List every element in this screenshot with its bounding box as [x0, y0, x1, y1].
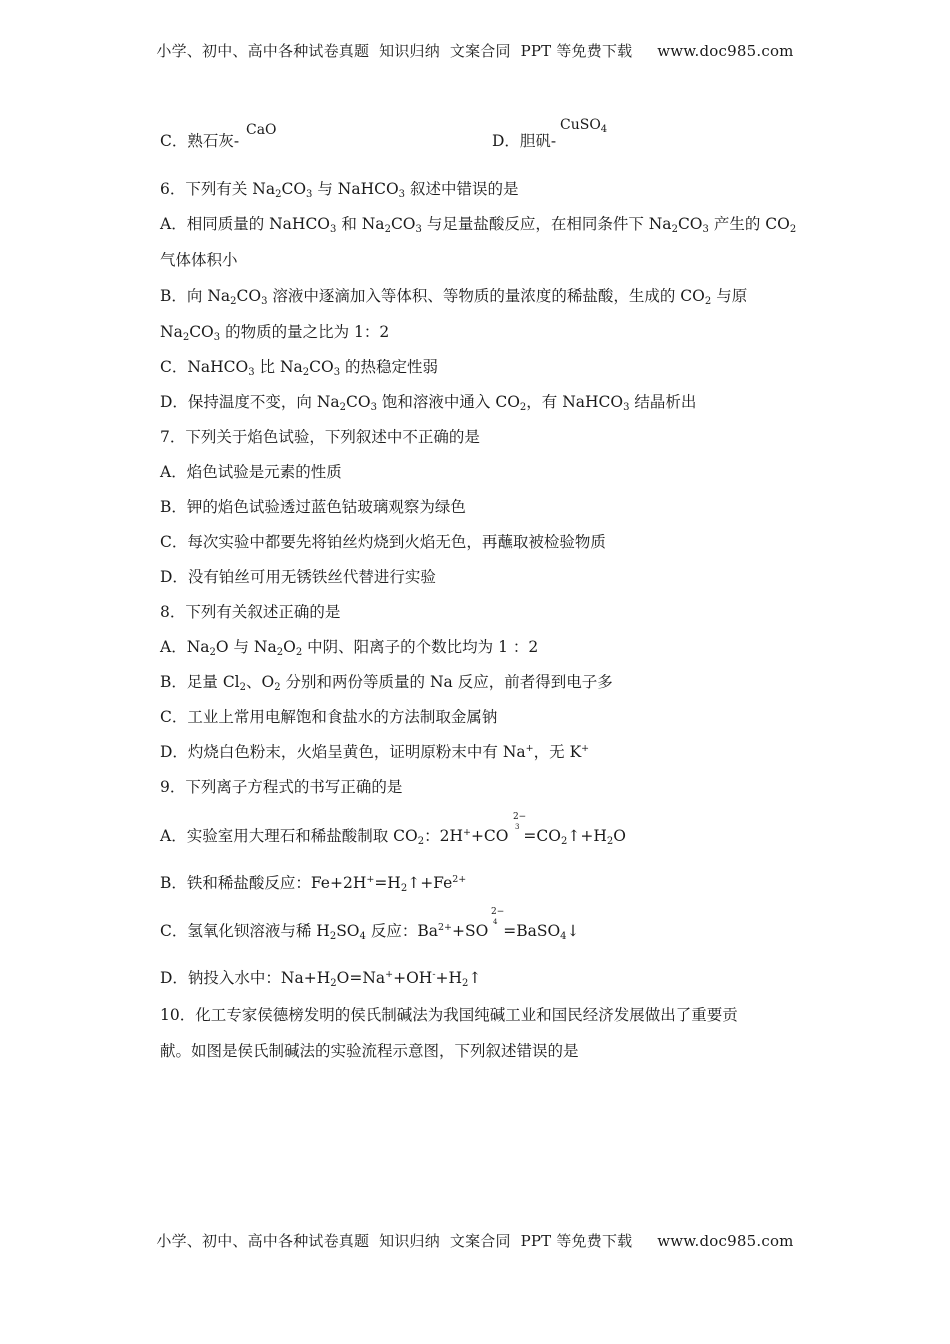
q7-option-b: B．钾的焰色试验透过蓝色钴玻璃观察为绿色 [160, 498, 466, 516]
q5-option-c-formula: CaO [246, 122, 277, 138]
q7-option-d: D．没有铂丝可用无锈铁丝代替进行实验 [160, 568, 436, 586]
q6-option-b-line1: B．向 $Na_2CO_3$ 溶液中逐滴加入等体积、等物质的量浓度的稀盐酸，生成的 $CO_2$ 与原 [160, 287, 748, 307]
q9-option-d: D．钠投入水中：$Na+H_2O=Na^++OH^-+H_2↑$ [160, 969, 482, 989]
q7-option-a: A．焰色试验是元素的性质 [160, 463, 342, 481]
q8-stem: 8．下列有关叙述正确的是 [160, 603, 341, 621]
q6-option-d: D．保持温度不变，向 $Na_2CO_3$ 饱和溶液中通入 $CO_2$，有 NaHCO$_3$ 结晶析出 [160, 393, 697, 413]
q5-option-c-label: C．熟石灰- [160, 132, 240, 150]
q7-option-c: C．每次实验中都要先将铂丝灼烧到火焰无色，再蘸取被检验物质 [160, 533, 606, 551]
q8-option-d: D．灼烧白色粉末，火焰呈黄色，证明原粉末中有 Na+，无 K+ [160, 743, 590, 761]
carbonate-ion: +CO 2− 3 [470, 812, 527, 845]
q6-option-c: C．NaHCO$_3$ 比 $Na_2CO_3$ 的热稳定性弱 [160, 358, 439, 378]
page-footer: 小学、初中、高中各种试卷真题 知识归纳 文案合同 PPT 等免费下载 www.doc985.com [156, 1232, 794, 1250]
q5-option-c [160, 131, 239, 151]
q8-option-b: B．足量 $Cl_2$、$O_2$ 分别和两份等质量的 Na 反应，前者得到电子多 [160, 673, 613, 693]
q9-option-c: C．氢氧化钡溶液与稀 $H_2SO_4$ 反应：$Ba^{2+}+SO$ 2− 4 =BaSO$_4$↓ [160, 907, 580, 942]
q7-stem: 7．下列关于焰色试验，下列叙述中不正确的是 [160, 428, 480, 446]
q8-option-a: A．$Na_2O$ 与 $Na_2O_2$ 中阴、阳离子的个数比均为 1 ：2 [160, 638, 539, 658]
q5-option-d-formula: CuSO$_4$ [560, 117, 608, 135]
q9-stem: 9．下列离子方程式的书写正确的是 [160, 778, 403, 796]
sulfate-ion: +SO 2− 4 [451, 907, 505, 940]
q9-option-a: A．实验室用大理石和稀盐酸制取 $CO_2$：2H++CO 2− 3 $=CO_2↑+H_2O$ [160, 812, 626, 847]
q6-option-a-line1: A．相同质量的 NaHCO$_3$ 和 $Na_2CO_3$ 与足量盐酸反应，在相同条件下 $Na_2CO_3$ 产生的 $CO_2$ [160, 215, 797, 235]
page-header: 小学、初中、高中各种试卷真题 知识归纳 文案合同 PPT 等免费下载 www.doc985.com [156, 42, 794, 60]
q10-stem-line1: 10．化工专家侯德榜发明的侯氏制碱法为我国纯碱工业和国民经济发展做出了重要贡 [160, 1006, 738, 1024]
q9-option-b: B．铁和稀盐酸反应：$Fe+2H^+=H_2↑+Fe^{2+}$ [160, 874, 467, 894]
q6-option-a-line2: 气体体积小 [160, 251, 238, 269]
q6-option-b-line2: $Na_2CO_3$ 的物质的量之比为 1：2 [160, 323, 390, 343]
q8-option-c: C．工业上常用电解饱和食盐水的方法制取金属钠 [160, 708, 498, 726]
q6-stem: 6．下列有关 $Na_2CO_3$ 与 NaHCO$_3$ 叙述中错误的是 [160, 180, 519, 200]
q5-option-d-label: D．胆矾- [492, 132, 557, 150]
q10-stem-line2: 献。如图是侯氏制碱法的实验流程示意图，下列叙述错误的是 [160, 1042, 579, 1060]
q5-option-d [492, 131, 556, 151]
